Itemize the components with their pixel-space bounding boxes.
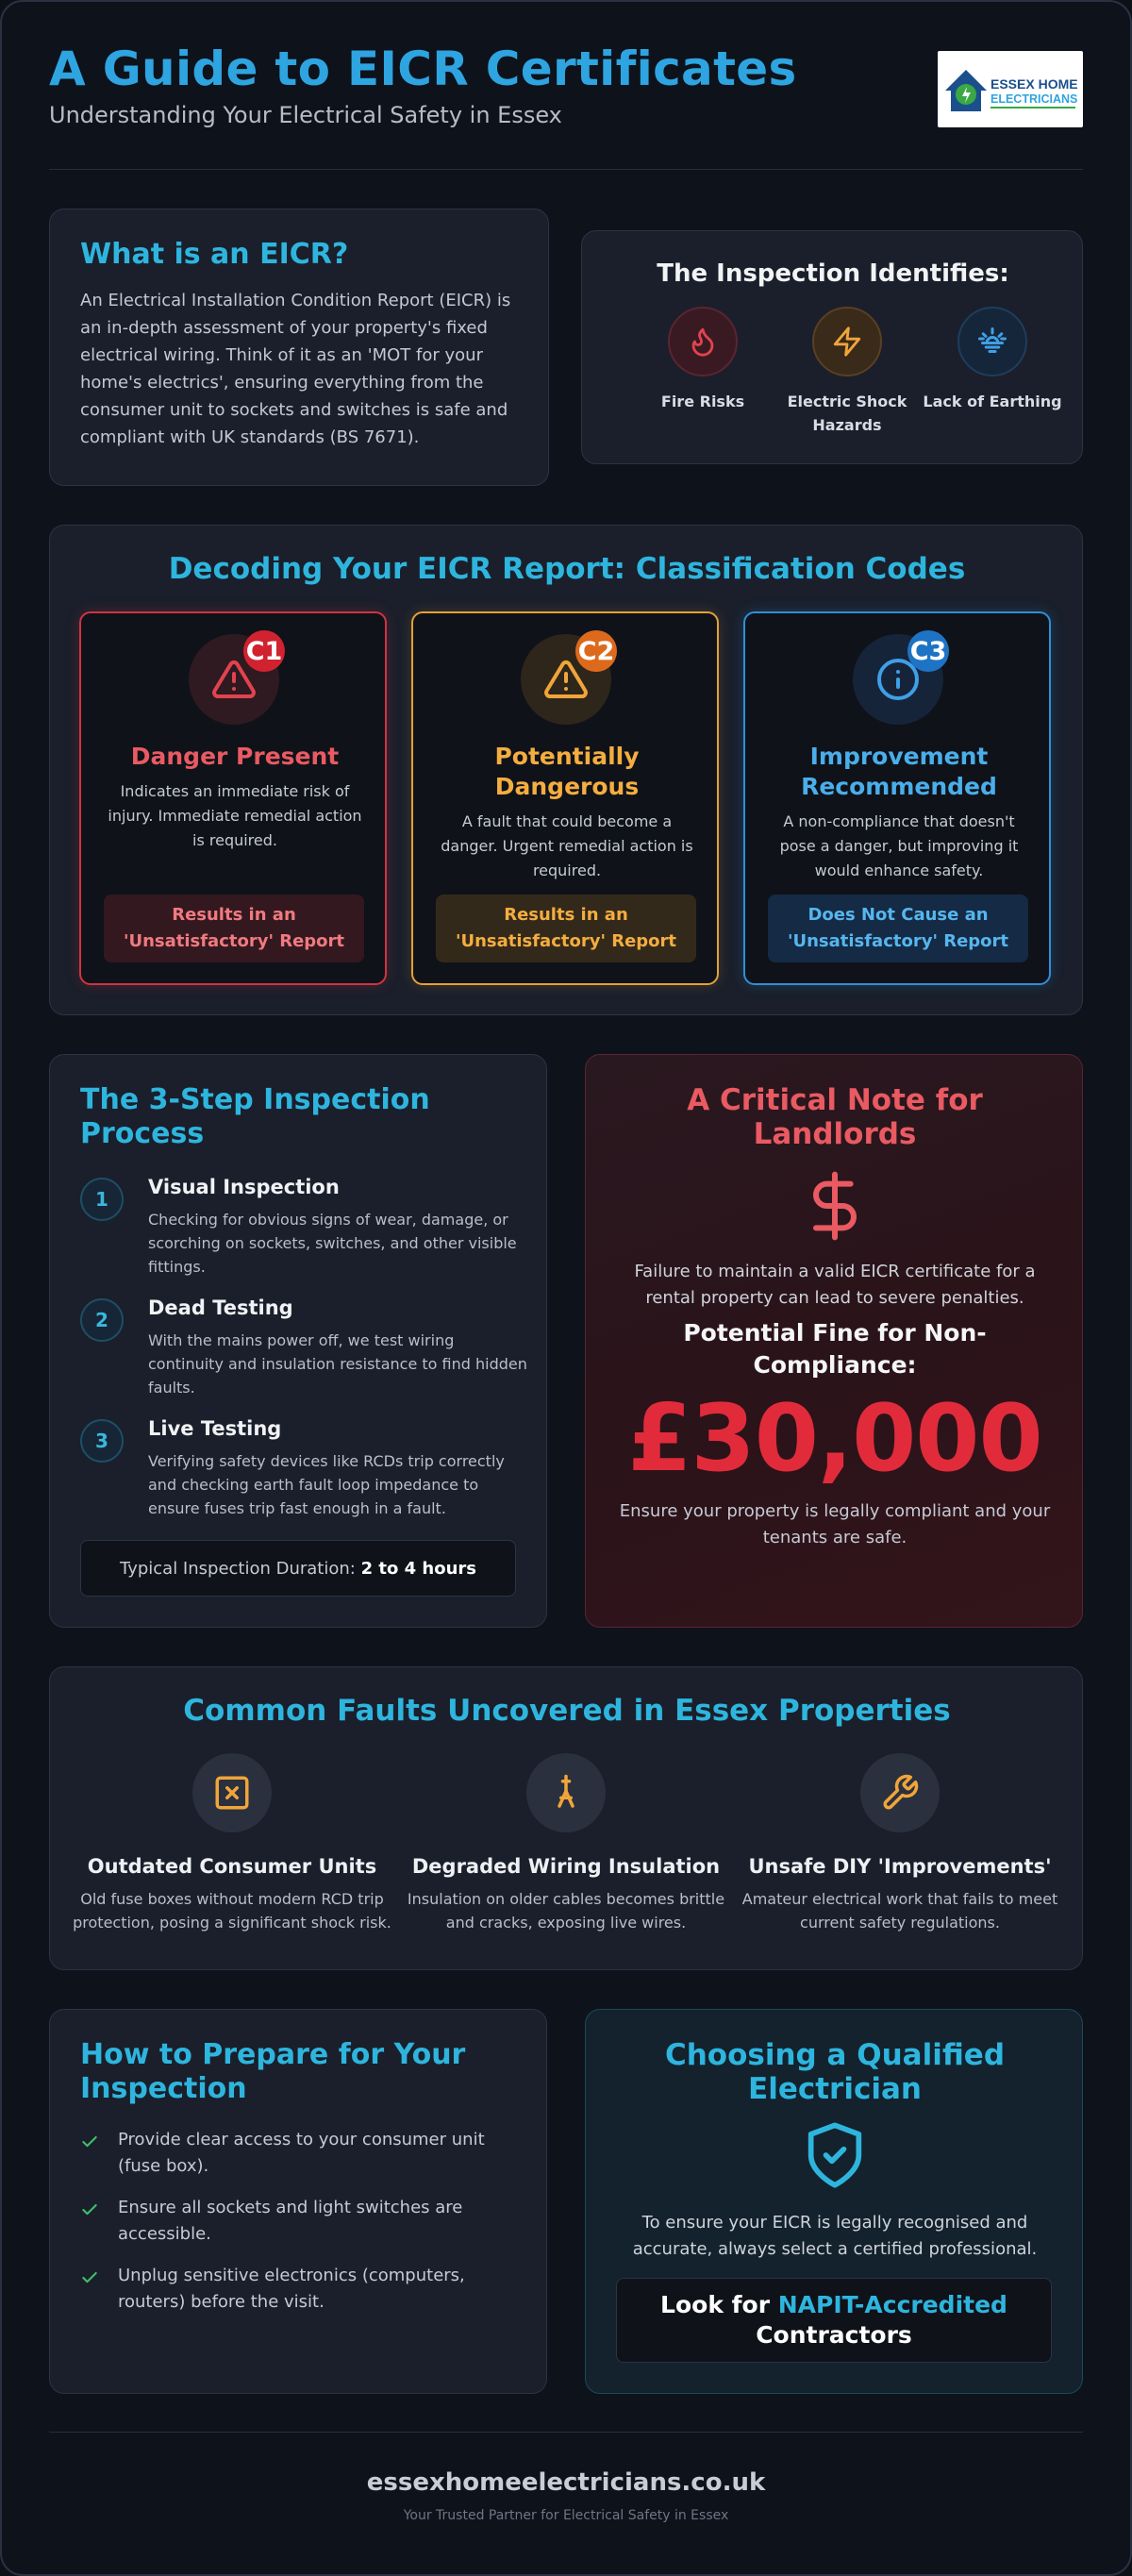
code-card-c2 bbox=[411, 611, 719, 985]
fault-title: Outdated Consumer Units bbox=[87, 1855, 377, 1878]
step-number: 1 bbox=[80, 1178, 124, 1221]
identify-earthing bbox=[912, 307, 1073, 413]
check-icon bbox=[80, 2133, 99, 2151]
code-badge-c2: C2 bbox=[575, 630, 617, 672]
duration-box bbox=[80, 1540, 516, 1597]
cta-prefix: Look for bbox=[660, 2291, 778, 2318]
landlords-card bbox=[585, 1054, 1083, 1628]
faults-title: Common Faults Uncovered in Essex Properties bbox=[183, 1694, 951, 1728]
code-name-c2: Potentially Dangerous bbox=[494, 743, 640, 800]
identify-earthing-label: Lack of Earthing bbox=[923, 393, 1062, 410]
lightning-icon bbox=[812, 307, 882, 376]
identify-fire bbox=[623, 307, 783, 413]
fault-desc: Old fuse boxes without modern RCD trip protection, posing a significant shock risk. bbox=[73, 1890, 391, 1932]
code-card-c1 bbox=[79, 611, 387, 985]
company-logo[interactable] bbox=[938, 51, 1083, 127]
what-is-title: What is an EICR? bbox=[80, 238, 349, 271]
napit-callout bbox=[616, 2278, 1052, 2363]
step-desc: Verifying safety devices like RCDs trip correctly and checking earth fault loop impedance to ensure fuses trip fast enough in a fault. bbox=[148, 1452, 505, 1517]
fine-value: £30,000 bbox=[627, 1385, 1042, 1493]
fault-desc: Insulation on older cables becomes brittle and cracks, exposing live wires. bbox=[407, 1890, 725, 1932]
process-title: The 3-Step Inspection Process bbox=[80, 1083, 430, 1150]
page-title: A Guide to EICR Certificates bbox=[49, 42, 797, 96]
cta-highlight: NAPIT-Accredited bbox=[777, 2291, 1007, 2318]
identify-shock bbox=[767, 307, 927, 437]
prepare-item-text: Unplug sensitive electronics (computers, routers) before the visit. bbox=[118, 2266, 465, 2312]
code-result-c1: Results in an 'Unsatisfactory' Report bbox=[104, 895, 364, 962]
identify-shock-label: Electric Shock Hazards bbox=[787, 393, 907, 434]
cta-suffix: Contractors bbox=[756, 2321, 912, 2349]
header-divider bbox=[49, 169, 1083, 170]
fault-1 bbox=[66, 1753, 398, 1934]
code-desc-c3: A non-compliance that doesn't pose a danger, but improving it would enhance safety. bbox=[779, 812, 1019, 879]
identifies-title: The Inspection Identifies: bbox=[657, 259, 1009, 288]
fault-3 bbox=[734, 1753, 1066, 1934]
duration-label: Typical Inspection Duration: bbox=[120, 1558, 356, 1579]
code-badge-c3: C3 bbox=[907, 630, 949, 672]
what-is-card bbox=[49, 209, 549, 486]
process-card bbox=[49, 1054, 547, 1628]
landlords-footer: Ensure your property is legally compliant and your tenants are safe. bbox=[619, 1501, 1051, 1547]
code-desc-c2: A fault that could become a danger. Urgent remedial action is required. bbox=[441, 812, 693, 879]
landlords-title: A Critical Note for Landlords bbox=[687, 1083, 983, 1151]
choosing-card bbox=[585, 2009, 1083, 2394]
fine-label: Potential Fine for Non-Compliance: bbox=[683, 1319, 987, 1379]
codes-title: Decoding Your EICR Report: Classification Codes bbox=[168, 552, 966, 586]
code-badge-c1: C1 bbox=[243, 630, 285, 672]
code-card-c3 bbox=[743, 611, 1051, 985]
duration-value: 2 to 4 hours bbox=[360, 1558, 476, 1579]
code-result-c3: Does Not Cause an 'Unsatisfactory' Report bbox=[768, 895, 1028, 962]
prepare-title: How to Prepare for Your Inspection bbox=[80, 2038, 466, 2105]
fault-2 bbox=[400, 1753, 732, 1934]
logo-text-1: ESSEX HOME bbox=[990, 76, 1078, 92]
code-result-c2: Results in an 'Unsatisfactory' Report bbox=[436, 895, 696, 962]
identify-fire-label: Fire Risks bbox=[660, 393, 745, 410]
step-desc: Checking for obvious signs of wear, damage, or scorching on sockets, switches, and other visible fittings. bbox=[148, 1211, 517, 1276]
step-title: Visual Inspection bbox=[148, 1176, 340, 1198]
step-number: 2 bbox=[80, 1298, 124, 1342]
choosing-body: To ensure your EICR is legally recognised and accurate, always select a certified professional. bbox=[632, 2213, 1038, 2259]
flame-icon bbox=[668, 307, 738, 376]
prepare-card bbox=[49, 2009, 547, 2394]
code-desc-c1: Indicates an immediate risk of injury. Immediate remedial action is required. bbox=[108, 782, 362, 849]
prepare-item-text: Provide clear access to your consumer unit (fuse box). bbox=[118, 2130, 485, 2176]
wrench-icon bbox=[860, 1753, 940, 1832]
prepare-item-text: Ensure all sockets and light switches are accessible. bbox=[118, 2198, 463, 2244]
logo-text-2: ELECTRICIANS bbox=[990, 92, 1078, 106]
choosing-title: Choosing a Qualified Electrician bbox=[664, 2038, 1006, 2106]
code-name-c1: Danger Present bbox=[130, 743, 340, 770]
fault-title: Unsafe DIY 'Improvements' bbox=[748, 1855, 1052, 1878]
footer-divider bbox=[49, 2432, 1083, 2433]
step-desc: With the mains power off, we test wiring continuity and insulation resistance to find hidden faults. bbox=[148, 1331, 527, 1397]
page-subtitle: Understanding Your Electrical Safety in Essex bbox=[49, 102, 562, 128]
check-icon bbox=[80, 2268, 99, 2287]
fault-desc: Amateur electrical work that fails to meet current safety regulations. bbox=[741, 1890, 1058, 1932]
identifies-card bbox=[581, 230, 1083, 464]
footer-tagline: Your Trusted Partner for Electrical Safety in Essex bbox=[403, 2508, 729, 2523]
step-title: Dead Testing bbox=[148, 1296, 293, 1319]
what-is-body: An Electrical Installation Condition Report (EICR) is an in-depth assessment of your property's fixed electrical wiring. Think of it as an 'MOT for your home's electrics', ensuring everything from the consumer unit to sockets and switches is safe and compliant with UK standards (BS 7671). bbox=[80, 291, 511, 447]
step-title: Live Testing bbox=[148, 1417, 282, 1440]
outdated-unit-icon bbox=[192, 1753, 272, 1832]
frayed-wire-icon bbox=[526, 1753, 606, 1832]
landlords-body: Failure to maintain a valid EICR certificate for a rental property can lead to severe penalties. bbox=[634, 1262, 1036, 1308]
dollar-icon bbox=[797, 1166, 873, 1249]
step-number: 3 bbox=[80, 1419, 124, 1463]
footer-site-link[interactable]: essexhomeelectricians.co.uk bbox=[366, 2468, 766, 2497]
fault-title: Degraded Wiring Insulation bbox=[411, 1855, 721, 1878]
check-icon bbox=[80, 2200, 99, 2219]
earthing-icon bbox=[957, 307, 1027, 376]
code-name-c3: Improvement Recommended bbox=[801, 743, 997, 800]
shield-check-icon bbox=[799, 2119, 871, 2195]
